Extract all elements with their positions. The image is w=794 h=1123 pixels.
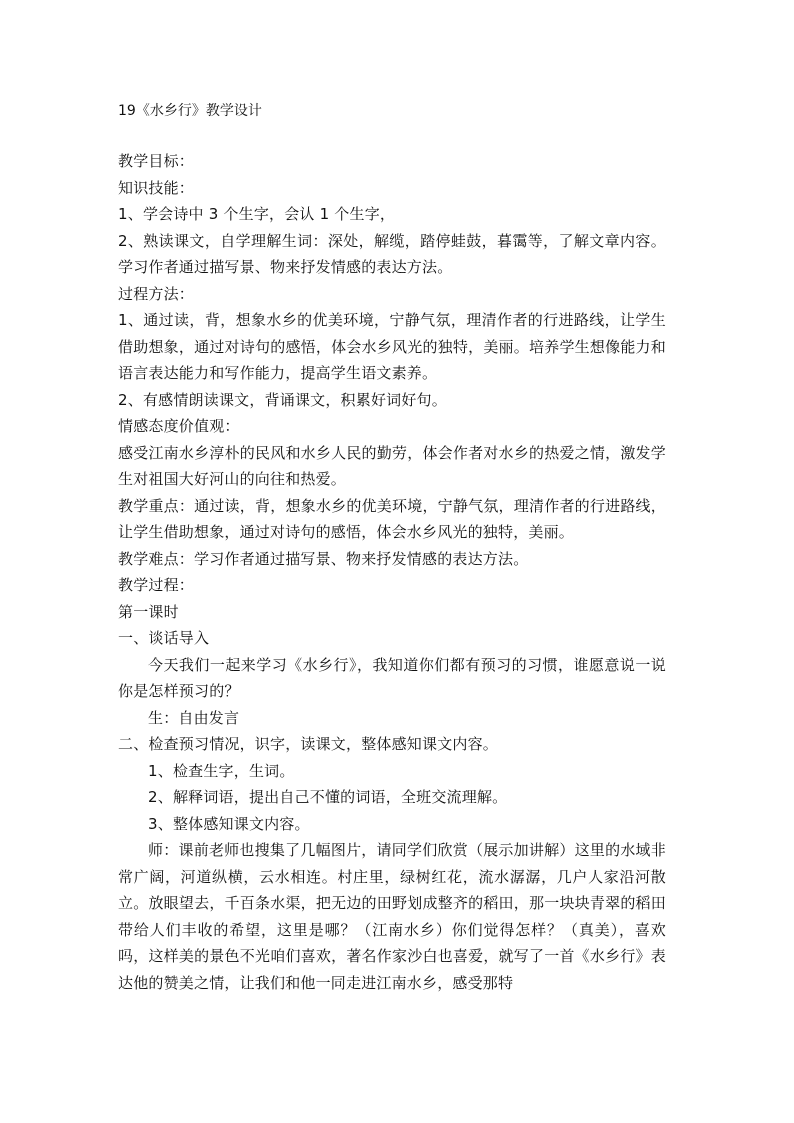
paragraph: 2、有感情朗读课文，背诵课文，积累好词好句。 (118, 390, 447, 409)
paragraph: 生：自由发言 (148, 708, 240, 727)
teaching-key-points: 教学重点：通过读，背，想象水乡的优美环境，宁静气氛，理清作者的行进路线，让学生借助想象，通过对诗句的感悟，体会水乡风光的独特，美丽。 (118, 496, 666, 541)
list-item: 1、检查生字，生词。 (148, 761, 295, 780)
subheading-knowledge-skills: 知识技能： (118, 178, 195, 197)
paragraph: 1、学会诗中 3 个生字，会认 1 个生字， (118, 205, 396, 223)
document-title: 19《水乡行》教学设计 (118, 103, 262, 119)
paragraph: 2、熟读课文，自学理解生词：深处，解缆，踏停蛙鼓，暮霭等，了解文章内容。学习作者通过描写景、物来抒发情感的表达方法。 (118, 231, 666, 276)
list-item: 3、整体感知课文内容。 (148, 814, 310, 833)
list-item: 2、解释词语，提出自己不懂的词语，全班交流理解。 (148, 788, 508, 806)
document-page (118, 100, 666, 996)
lesson-heading: 第一课时 (118, 602, 179, 621)
teaching-difficulties: 教学难点：学习作者通过描写景、物来抒发情感的表达方法。 (118, 549, 529, 568)
paragraph: 师：课前老师也搜集了几幅图片，请同学们欣赏（展示加讲解）这里的水域非常广阔，河道纵横，云水相连。村庄里，绿树红花，流水潺潺，几户人家沿河散立。放眼望去，千百条水渠，把无边的田野划成整齐的稻田，那一块块青翠的稻田带给人们丰收的希望，这里是哪？（江南水乡）你们觉得怎样？（真美），喜欢吗，这样美的景色不光咱们喜欢，著名作家沙白也喜爱，就写了一首《水乡行》表达他的赞美之情，让我们和他一同走进江南水乡，感受那特 (118, 841, 666, 992)
section-heading-process: 教学过程： (118, 576, 195, 594)
paragraph: 感受江南水乡淳朴的民风和水乡人民的勤劳，体会作者对水乡的热爱之情，激发学生对祖国大好河山的向往和热爱。 (118, 443, 666, 488)
paragraph: 1、通过读，背，想象水乡的优美环境，宁静气氛，理清作者的行进路线，让学生借助想象，通过对诗句的感悟，体会水乡风光的独特，美丽。培养学生想像能力和语言表达能力和写作能力，提高学生语文素养。 (118, 311, 666, 382)
paragraph: 今天我们一起来学习《水乡行》，我知道你们都有预习的习惯，谁愿意说一说你是怎样预习的？ (118, 655, 666, 700)
step-heading: 一、谈话导入 (118, 629, 210, 647)
section-heading-objectives: 教学目标： (118, 152, 195, 170)
subheading-process-methods: 过程方法： (118, 284, 195, 303)
subheading-values: 情感态度价值观： (118, 417, 240, 435)
step-heading: 二、检查预习情况，识字，读课文，整体感知课文内容。 (118, 735, 499, 753)
